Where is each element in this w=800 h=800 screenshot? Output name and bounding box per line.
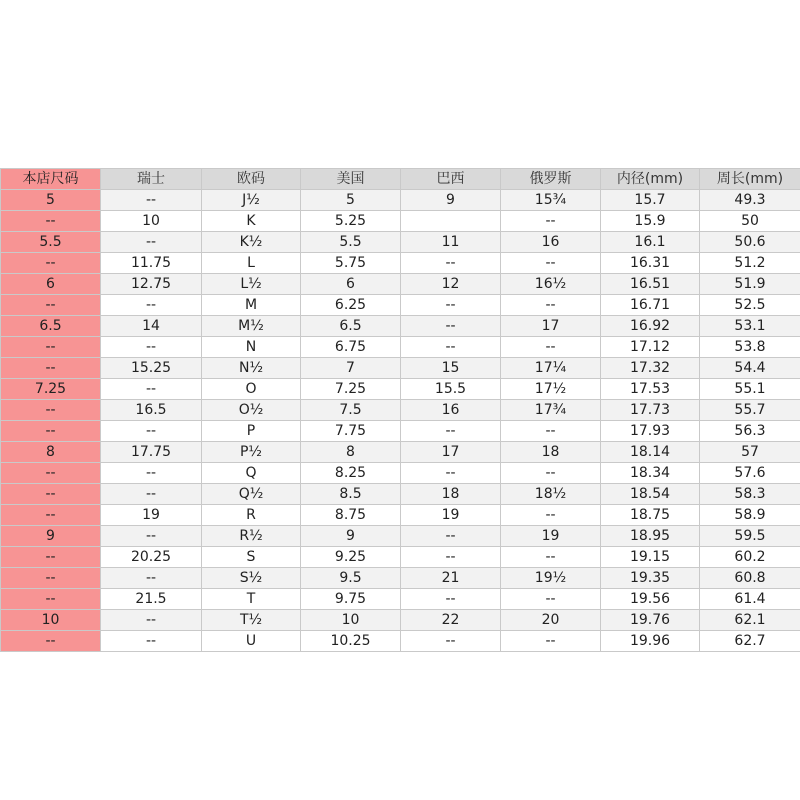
russia-cell: 18 — [501, 442, 601, 463]
swiss-cell: 12.75 — [101, 274, 202, 295]
swiss-cell: -- — [101, 463, 202, 484]
table-row — [1, 463, 800, 484]
inner-diameter-cell: 16.51 — [601, 274, 700, 295]
us-cell: 6.75 — [301, 337, 401, 358]
russia-cell: -- — [501, 589, 601, 610]
russia-cell: 20 — [501, 610, 601, 631]
table-row — [1, 484, 800, 505]
us-cell: 7 — [301, 358, 401, 379]
brazil-cell: 22 — [401, 610, 501, 631]
table-row — [1, 337, 800, 358]
table-row — [1, 547, 800, 568]
store-size-cell: 7.25 — [1, 379, 101, 400]
table-row — [1, 610, 800, 631]
circumference-cell: 53.1 — [700, 316, 800, 337]
russia-cell: 15¾ — [501, 190, 601, 211]
us-cell: 8.75 — [301, 505, 401, 526]
brazil-cell: 15.5 — [401, 379, 501, 400]
store-size-cell: -- — [1, 505, 101, 526]
store-size-cell: -- — [1, 337, 101, 358]
circumference-cell: 55.7 — [700, 400, 800, 421]
us-cell: 10.25 — [301, 631, 401, 652]
table-row — [1, 379, 800, 400]
swiss-cell: -- — [101, 568, 202, 589]
header-us: 美国 — [301, 169, 401, 190]
brazil-cell: -- — [401, 547, 501, 568]
us-cell: 9 — [301, 526, 401, 547]
eu-cell: S½ — [202, 568, 301, 589]
circumference-cell: 62.1 — [700, 610, 800, 631]
circumference-cell: 54.4 — [700, 358, 800, 379]
header-swiss: 瑞士 — [101, 169, 202, 190]
eu-cell: S — [202, 547, 301, 568]
store-size-cell: -- — [1, 400, 101, 421]
store-size-cell: -- — [1, 631, 101, 652]
inner-diameter-cell: 18.14 — [601, 442, 700, 463]
circumference-cell: 57 — [700, 442, 800, 463]
circumference-cell: 60.8 — [700, 568, 800, 589]
eu-cell: J½ — [202, 190, 301, 211]
store-size-cell: 10 — [1, 610, 101, 631]
inner-diameter-cell: 17.93 — [601, 421, 700, 442]
eu-cell: T½ — [202, 610, 301, 631]
us-cell: 9.5 — [301, 568, 401, 589]
russia-cell: 19 — [501, 526, 601, 547]
store-size-cell: -- — [1, 547, 101, 568]
brazil-cell: -- — [401, 295, 501, 316]
eu-cell: K — [202, 211, 301, 232]
inner-diameter-cell: 17.73 — [601, 400, 700, 421]
eu-cell: R — [202, 505, 301, 526]
eu-cell: K½ — [202, 232, 301, 253]
circumference-cell: 62.7 — [700, 631, 800, 652]
store-size-cell: -- — [1, 484, 101, 505]
brazil-cell: 19 — [401, 505, 501, 526]
us-cell: 7.25 — [301, 379, 401, 400]
us-cell: 8.25 — [301, 463, 401, 484]
brazil-cell: -- — [401, 526, 501, 547]
eu-cell: R½ — [202, 526, 301, 547]
us-cell: 5.5 — [301, 232, 401, 253]
inner-diameter-cell: 16.92 — [601, 316, 700, 337]
swiss-cell: -- — [101, 190, 202, 211]
us-cell: 9.25 — [301, 547, 401, 568]
inner-diameter-cell: 16.71 — [601, 295, 700, 316]
us-cell: 5.25 — [301, 211, 401, 232]
table-row — [1, 211, 800, 232]
eu-cell: M½ — [202, 316, 301, 337]
russia-cell: 16 — [501, 232, 601, 253]
eu-cell: U — [202, 631, 301, 652]
inner-diameter-cell: 19.76 — [601, 610, 700, 631]
us-cell: 7.5 — [301, 400, 401, 421]
store-size-cell: 5.5 — [1, 232, 101, 253]
brazil-cell: 16 — [401, 400, 501, 421]
table-row — [1, 400, 800, 421]
header-inner-diameter: 内径(mm) — [601, 169, 700, 190]
header-store-size: 本店尺码 — [1, 169, 101, 190]
inner-diameter-cell: 18.75 — [601, 505, 700, 526]
swiss-cell: -- — [101, 484, 202, 505]
store-size-cell: -- — [1, 211, 101, 232]
brazil-cell: -- — [401, 421, 501, 442]
russia-cell: 17¾ — [501, 400, 601, 421]
table-row — [1, 421, 800, 442]
circumference-cell: 61.4 — [700, 589, 800, 610]
eu-cell: N — [202, 337, 301, 358]
table-row — [1, 442, 800, 463]
store-size-cell: 6.5 — [1, 316, 101, 337]
swiss-cell: 11.75 — [101, 253, 202, 274]
eu-cell: Q — [202, 463, 301, 484]
circumference-cell: 51.2 — [700, 253, 800, 274]
circumference-cell: 57.6 — [700, 463, 800, 484]
russia-cell: 19½ — [501, 568, 601, 589]
header-brazil: 巴西 — [401, 169, 501, 190]
russia-cell: 17½ — [501, 379, 601, 400]
eu-cell: O — [202, 379, 301, 400]
table-row — [1, 358, 800, 379]
store-size-cell: 8 — [1, 442, 101, 463]
swiss-cell: -- — [101, 631, 202, 652]
inner-diameter-cell: 18.54 — [601, 484, 700, 505]
brazil-cell: 12 — [401, 274, 501, 295]
us-cell: 6.5 — [301, 316, 401, 337]
table-row — [1, 526, 800, 547]
table-row — [1, 232, 800, 253]
store-size-cell: -- — [1, 421, 101, 442]
eu-cell: M — [202, 295, 301, 316]
brazil-cell: -- — [401, 337, 501, 358]
store-size-cell: 5 — [1, 190, 101, 211]
swiss-cell: 19 — [101, 505, 202, 526]
circumference-cell: 52.5 — [700, 295, 800, 316]
table-header — [1, 169, 800, 190]
russia-cell: -- — [501, 463, 601, 484]
swiss-cell: 21.5 — [101, 589, 202, 610]
brazil-cell: 15 — [401, 358, 501, 379]
inner-diameter-cell: 16.1 — [601, 232, 700, 253]
eu-cell: L½ — [202, 274, 301, 295]
circumference-cell: 56.3 — [700, 421, 800, 442]
table-row — [1, 505, 800, 526]
eu-cell: P — [202, 421, 301, 442]
store-size-cell: 9 — [1, 526, 101, 547]
swiss-cell: -- — [101, 526, 202, 547]
header-russia: 俄罗斯 — [501, 169, 601, 190]
russia-cell: -- — [501, 547, 601, 568]
us-cell: 6 — [301, 274, 401, 295]
us-cell: 10 — [301, 610, 401, 631]
brazil-cell: 17 — [401, 442, 501, 463]
table-row — [1, 190, 800, 211]
store-size-cell: -- — [1, 568, 101, 589]
header-row — [1, 169, 800, 190]
store-size-cell: -- — [1, 463, 101, 484]
circumference-cell: 59.5 — [700, 526, 800, 547]
circumference-cell: 58.9 — [700, 505, 800, 526]
circumference-cell: 55.1 — [700, 379, 800, 400]
table-row — [1, 295, 800, 316]
swiss-cell: 17.75 — [101, 442, 202, 463]
table-row — [1, 568, 800, 589]
brazil-cell: 18 — [401, 484, 501, 505]
russia-cell: -- — [501, 631, 601, 652]
swiss-cell: 20.25 — [101, 547, 202, 568]
circumference-cell: 50.6 — [700, 232, 800, 253]
russia-cell: -- — [501, 253, 601, 274]
swiss-cell: -- — [101, 421, 202, 442]
eu-cell: N½ — [202, 358, 301, 379]
inner-diameter-cell: 19.96 — [601, 631, 700, 652]
circumference-cell: 58.3 — [700, 484, 800, 505]
circumference-cell: 60.2 — [700, 547, 800, 568]
store-size-cell: -- — [1, 253, 101, 274]
header-eu: 欧码 — [202, 169, 301, 190]
russia-cell: 18½ — [501, 484, 601, 505]
store-size-cell: -- — [1, 358, 101, 379]
circumference-cell: 51.9 — [700, 274, 800, 295]
swiss-cell: -- — [101, 337, 202, 358]
brazil-cell: -- — [401, 589, 501, 610]
inner-diameter-cell: 17.12 — [601, 337, 700, 358]
eu-cell: L — [202, 253, 301, 274]
brazil-cell: -- — [401, 253, 501, 274]
eu-cell: T — [202, 589, 301, 610]
inner-diameter-cell: 16.31 — [601, 253, 700, 274]
brazil-cell: 21 — [401, 568, 501, 589]
swiss-cell: 14 — [101, 316, 202, 337]
russia-cell: 16½ — [501, 274, 601, 295]
table-row — [1, 253, 800, 274]
brazil-cell: -- — [401, 316, 501, 337]
inner-diameter-cell: 19.35 — [601, 568, 700, 589]
eu-cell: O½ — [202, 400, 301, 421]
inner-diameter-cell: 15.7 — [601, 190, 700, 211]
swiss-cell: -- — [101, 232, 202, 253]
us-cell: 7.75 — [301, 421, 401, 442]
table-row — [1, 274, 800, 295]
us-cell: 9.75 — [301, 589, 401, 610]
brazil-cell — [401, 211, 501, 232]
inner-diameter-cell: 17.32 — [601, 358, 700, 379]
inner-diameter-cell: 18.95 — [601, 526, 700, 547]
russia-cell: -- — [501, 505, 601, 526]
russia-cell: -- — [501, 211, 601, 232]
table-row — [1, 316, 800, 337]
brazil-cell: -- — [401, 631, 501, 652]
eu-cell: Q½ — [202, 484, 301, 505]
circumference-cell: 53.8 — [700, 337, 800, 358]
store-size-cell: 6 — [1, 274, 101, 295]
swiss-cell: 10 — [101, 211, 202, 232]
brazil-cell: 9 — [401, 190, 501, 211]
swiss-cell: -- — [101, 610, 202, 631]
swiss-cell: -- — [101, 379, 202, 400]
us-cell: 6.25 — [301, 295, 401, 316]
circumference-cell: 49.3 — [700, 190, 800, 211]
us-cell: 5 — [301, 190, 401, 211]
header-circumference: 周长(mm) — [700, 169, 800, 190]
store-size-cell: -- — [1, 295, 101, 316]
inner-diameter-cell: 15.9 — [601, 211, 700, 232]
us-cell: 5.75 — [301, 253, 401, 274]
table-row — [1, 589, 800, 610]
table-row — [1, 631, 800, 652]
us-cell: 8 — [301, 442, 401, 463]
inner-diameter-cell: 19.56 — [601, 589, 700, 610]
brazil-cell: -- — [401, 463, 501, 484]
russia-cell: 17¼ — [501, 358, 601, 379]
swiss-cell: 15.25 — [101, 358, 202, 379]
inner-diameter-cell: 18.34 — [601, 463, 700, 484]
us-cell: 8.5 — [301, 484, 401, 505]
inner-diameter-cell: 19.15 — [601, 547, 700, 568]
table-body — [1, 190, 800, 652]
store-size-cell: -- — [1, 589, 101, 610]
russia-cell: -- — [501, 337, 601, 358]
brazil-cell: 11 — [401, 232, 501, 253]
inner-diameter-cell: 17.53 — [601, 379, 700, 400]
circumference-cell: 50 — [700, 211, 800, 232]
ring-size-table — [0, 168, 800, 652]
swiss-cell: -- — [101, 295, 202, 316]
russia-cell: -- — [501, 295, 601, 316]
eu-cell: P½ — [202, 442, 301, 463]
swiss-cell: 16.5 — [101, 400, 202, 421]
russia-cell: 17 — [501, 316, 601, 337]
russia-cell: -- — [501, 421, 601, 442]
